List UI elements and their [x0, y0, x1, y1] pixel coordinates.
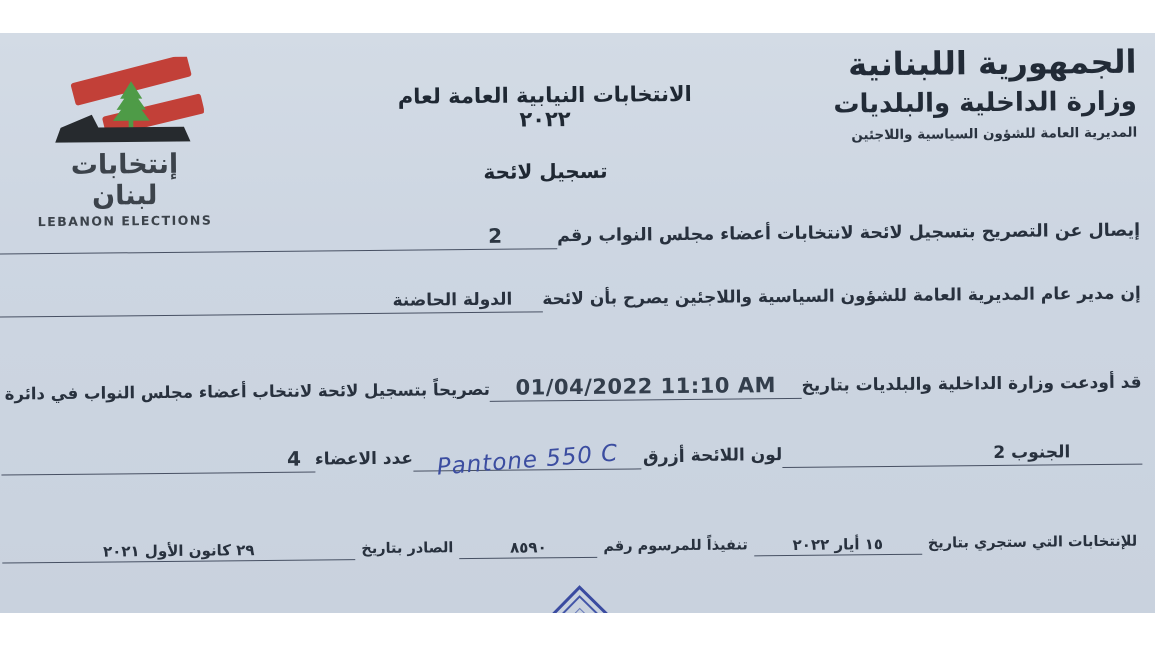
district-field: [782, 442, 1142, 468]
issued-date-field: [2, 540, 355, 563]
official-stamp-icon: [537, 603, 624, 613]
form-title-line2: تسجيل لائحة: [483, 158, 608, 184]
form-title: [370, 82, 721, 185]
form-line-deposit: [5, 370, 1142, 407]
elections-date-label: للإنتخابات التي ستجري بتاريخ: [927, 533, 1138, 552]
list-number-field: [0, 223, 557, 254]
issued-date-label: الصادر بتاريخ: [361, 540, 454, 558]
elections-date-value: ١٥ أيار ٢٠٢٢: [792, 535, 884, 554]
pantone-field: [413, 440, 641, 481]
directorate-title: المديرية العامة للشؤون السياسية واللاجئين: [851, 125, 1138, 144]
list-name-field: [0, 289, 542, 317]
issued-date-value: ٢٩ كانون الأول ٢٠٢١: [102, 541, 255, 561]
deposit-label: قد أودعت وزارة الداخلية والبلديات بتاريخ: [801, 372, 1142, 396]
government-header: [833, 42, 1138, 146]
form-line-declaration: [0, 284, 1141, 318]
list-color-value: أزرق: [642, 446, 685, 468]
logo-english-text: LEBANON ELECTIONS: [37, 212, 213, 230]
members-count-label: عدد الاعضاء: [314, 448, 414, 470]
district-value: الجنوب 2: [993, 442, 1071, 464]
decree-number-field: [459, 538, 597, 559]
lebanon-elections-logo: [33, 56, 215, 229]
form-line-decree: [2, 533, 1143, 564]
republic-title: الجمهورية اللبنانية: [848, 42, 1137, 84]
form-title-line1: الانتخابات النيابية العامة لعام ٢٠٢٢: [397, 81, 692, 132]
list-number-value: 2: [488, 223, 503, 248]
deposit-datetime-field: [490, 373, 802, 402]
deposit-datetime-value: 01/04/2022 11:10 AM: [515, 373, 777, 400]
form-line-district-color: [1, 438, 1142, 481]
decree-number-value: ٨٥٩٠: [509, 538, 547, 557]
declaration-label: إن مدير عام المديرية العامة للشؤون السياسية واللاجئين يصرح بأن لائحة: [542, 283, 1141, 310]
list-color-label: لون اللائحة: [690, 445, 783, 466]
ministry-title: وزارة الداخلية والبلديات: [833, 86, 1138, 120]
receipt-label: إيصال عن التصريح بتسجيل لائحة لانتخابات أعضاء مجلس النواب رقم: [556, 220, 1141, 247]
scanned-paper: [0, 33, 1155, 613]
document-content: [0, 33, 1155, 613]
logo-arabic-text: إنتخابات لبنان: [70, 148, 179, 212]
decree-number-label: تنفيذاً للمرسوم رقم: [603, 537, 748, 555]
members-count-value: 4: [286, 446, 302, 471]
deposit-label-continued: تصريحاً بتسجيل لائحة لانتخاب أعضاء مجلس النواب في دائرة: [4, 379, 491, 404]
list-name-value: الدولة الحاضنة: [392, 289, 513, 311]
pantone-handwritten-value: Pantone 550 C: [435, 440, 619, 481]
members-count-field: [1, 447, 315, 476]
elections-date-field: [754, 535, 922, 557]
